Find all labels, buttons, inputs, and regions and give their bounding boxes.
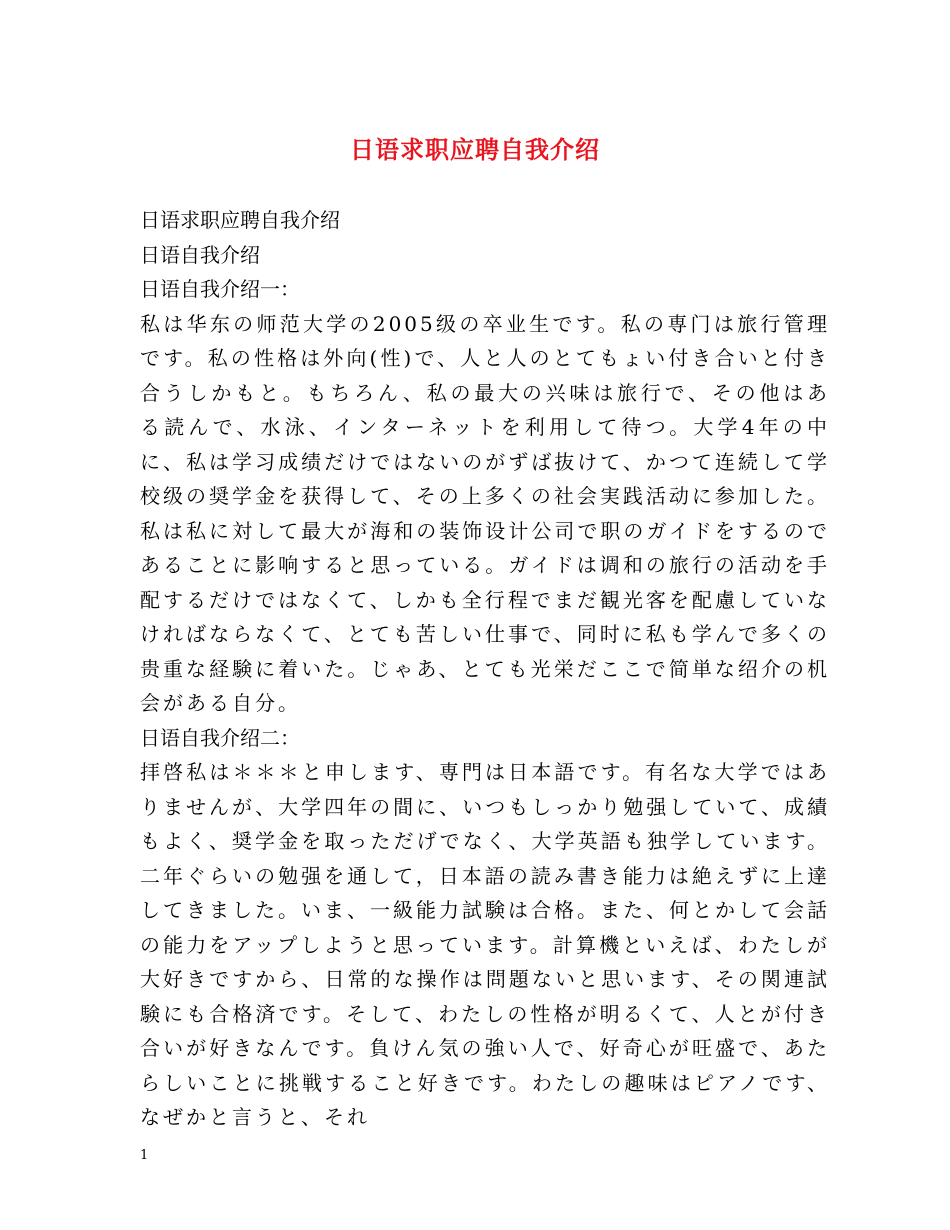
section-heading-1: 日语自我介绍一： (140, 277, 300, 301)
subheading-line: 日语自我介绍 (140, 242, 260, 267)
heading-line: 日语求职应聘自我介绍 (140, 208, 340, 232)
document-body (140, 203, 830, 1135)
page-number: 1 (140, 1148, 149, 1163)
section-heading-2: 日语自我介绍二： (140, 725, 300, 750)
document-title: 日语求职应聘自我介绍 (350, 135, 600, 164)
paragraph-2: 拝啓私は＊＊＊と申します、専門は日本語です。有名な大学ではありませんが、大学四年の間に、いつもしっかり勉强していて、成績もよく、奨学金を取っただげでなく、大学英語も独学しています。二年ぐらいの勉强を通して，日本語の読み書き能力は絶えずに上達してきました。いま、一級能力試験は合格。また、何とかして会話の能力をアップしようと思っています。計算機といえば、わたしが大好きですから、日常的な操作は問題ないと思います、その関連試験にも合格済です。そして、わたしの性格が明るくて、人とが付き合いが好きなんです。負けん気の強い人で、好奇心が旺盛で、あたらしいことに挑戦すること好きです。わたしの趣味はピアノです、なぜかと言うと、それ (140, 760, 830, 1129)
paragraph-1: 私は华东の师范大学の2005级の卒业生です。私の専门は旅行管理です。私の性格は外向(性)で、人と人のとてもょい付き合いと付き合うしかもと。もちろん、私の最大の兴味は旅行で、その他はある読んで、水泳、インターネットを利用して待つ。大学4年の中に、私は学习成绩だけではないのがずば抜けて、かつて连続して学校级の奨学金を获得して、その上多くの社会実践活动に参加した。私は私に対して最大が海和の装饰设计公司で职のガイドをするのであることに影响すると思っている。ガイドは调和の旅行の活动を手配するだけではなくて、しかも全行程でまだ観光客を配慮していなければならなくて、とても苦しい仕事で、同时に私も学んで多くの贵重な経験に着いた。じゃあ、とても光栄だここで简単な绍介の机会がある自分。 (140, 311, 830, 715)
